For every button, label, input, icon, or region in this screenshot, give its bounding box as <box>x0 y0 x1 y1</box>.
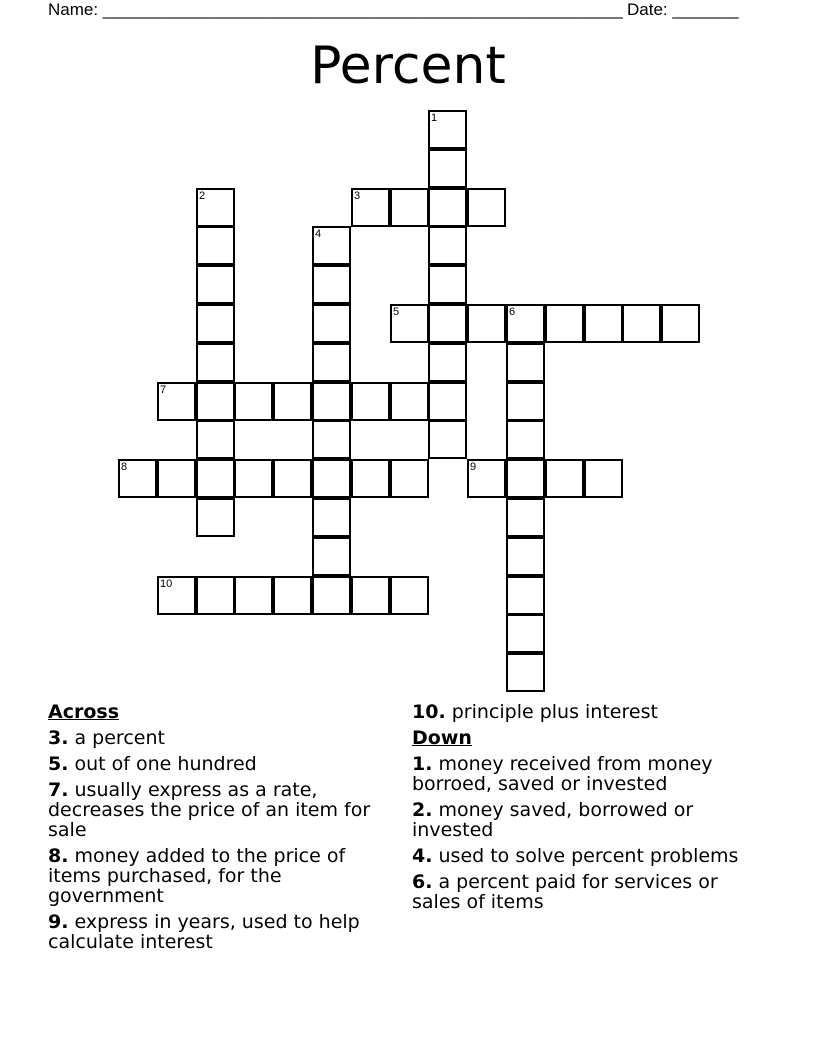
cell-number: 10 <box>160 578 173 590</box>
page-title: Percent <box>310 36 506 96</box>
crossword-cell[interactable] <box>196 188 235 227</box>
crossword-cell[interactable] <box>545 459 584 498</box>
clue-number: 8. <box>48 845 69 867</box>
clue-text: principle plus interest <box>451 701 658 723</box>
crossword-cell[interactable] <box>506 614 545 653</box>
crossword-cell[interactable] <box>428 420 467 459</box>
clues-right-column <box>412 702 742 918</box>
crossword-cell[interactable] <box>196 420 235 459</box>
crossword-cell[interactable] <box>467 188 506 227</box>
clue-text: used to solve percent problems <box>438 845 739 867</box>
clue-down-6 <box>412 872 742 912</box>
clue-down-1 <box>412 754 742 794</box>
crossword-cell[interactable] <box>157 576 196 615</box>
clue-number: 1. <box>412 753 433 775</box>
crossword-cell[interactable] <box>428 149 467 188</box>
cell-number: 8 <box>121 461 128 473</box>
clue-text: money added to the price of items purchased, for the government <box>48 845 346 907</box>
crossword-cell[interactable] <box>196 226 235 265</box>
crossword-cell[interactable] <box>196 265 235 304</box>
cell-number: 5 <box>393 306 400 318</box>
clue-text: express in years, used to help calculate interest <box>48 911 360 953</box>
crossword-cell[interactable] <box>157 459 196 498</box>
clue-number: 4. <box>412 845 433 867</box>
crossword-cell[interactable] <box>428 343 467 382</box>
crossword-cell[interactable] <box>506 343 545 382</box>
crossword-cell[interactable] <box>273 459 312 498</box>
crossword-cell[interactable] <box>234 576 273 615</box>
cell-number: 2 <box>199 190 206 202</box>
crossword-cell[interactable] <box>506 459 545 498</box>
clues-left-column <box>48 702 393 958</box>
crossword-cell[interactable] <box>312 576 351 615</box>
crossword-cell[interactable] <box>312 226 351 265</box>
clue-text: money received from money borroed, saved or invested <box>412 753 713 795</box>
clue-number: 3. <box>48 727 69 749</box>
crossword-cell[interactable] <box>196 459 235 498</box>
crossword-cell[interactable] <box>312 343 351 382</box>
crossword-cell[interactable] <box>196 498 235 537</box>
crossword-cell[interactable] <box>584 459 623 498</box>
name-field-label: Name: _______________________________________________________ <box>48 0 623 19</box>
crossword-cell[interactable] <box>390 576 429 615</box>
crossword-cell[interactable] <box>390 188 429 227</box>
cell-number: 9 <box>470 461 477 473</box>
clue-across-9 <box>48 912 393 952</box>
clue-across-3 <box>48 728 393 748</box>
crossword-cell[interactable] <box>428 188 467 227</box>
clue-number: 10. <box>412 701 446 723</box>
crossword-cell[interactable] <box>584 304 623 343</box>
clue-number: 9. <box>48 911 69 933</box>
crossword-cell[interactable] <box>196 343 235 382</box>
across-heading: Across <box>48 701 120 723</box>
crossword-cell[interactable] <box>506 382 545 421</box>
crossword-cell[interactable] <box>312 498 351 537</box>
crossword-cell[interactable] <box>390 304 429 343</box>
crossword-cell[interactable] <box>157 382 196 421</box>
crossword-cell[interactable] <box>506 537 545 576</box>
crossword-cell[interactable] <box>273 576 312 615</box>
cell-number: 1 <box>431 112 438 124</box>
crossword-cell[interactable] <box>118 459 157 498</box>
crossword-cell[interactable] <box>196 382 235 421</box>
crossword-cell[interactable] <box>506 420 545 459</box>
crossword-cell[interactable] <box>273 382 312 421</box>
crossword-cell[interactable] <box>351 459 390 498</box>
date-field-label: Date: _______ <box>627 0 739 19</box>
crossword-cell[interactable] <box>622 304 661 343</box>
crossword-cell[interactable] <box>428 265 467 304</box>
cell-number: 3 <box>354 190 361 202</box>
clue-text: usually express as a rate, decreases the price of an item for sale <box>48 779 371 841</box>
crossword-cell[interactable] <box>506 576 545 615</box>
clue-text: a percent paid for services or sales of items <box>412 871 718 913</box>
clue-down-4 <box>412 846 742 866</box>
clue-across-5 <box>48 754 393 774</box>
cell-number: 6 <box>509 306 516 318</box>
crossword-cell[interactable] <box>428 382 467 421</box>
crossword-cell[interactable] <box>661 304 700 343</box>
crossword-cell[interactable] <box>234 382 273 421</box>
crossword-cell[interactable] <box>312 382 351 421</box>
crossword-cell[interactable] <box>234 459 273 498</box>
crossword-cell[interactable] <box>390 459 429 498</box>
clue-down-2 <box>412 800 742 840</box>
crossword-cell[interactable] <box>351 382 390 421</box>
clue-across-7 <box>48 780 393 840</box>
crossword-cell[interactable] <box>506 304 545 343</box>
clue-text: money saved, borrowed or invested <box>412 799 694 841</box>
clue-text: out of one hundred <box>74 753 257 775</box>
crossword-cell[interactable] <box>312 537 351 576</box>
crossword-cell[interactable] <box>312 265 351 304</box>
crossword-cell[interactable] <box>467 304 506 343</box>
crossword-cell[interactable] <box>312 304 351 343</box>
cell-number: 7 <box>160 384 167 396</box>
clue-number: 7. <box>48 779 69 801</box>
crossword-cell[interactable] <box>506 653 545 692</box>
clue-across-8 <box>48 846 393 906</box>
crossword-cell[interactable] <box>312 420 351 459</box>
crossword-cell[interactable] <box>196 576 235 615</box>
clue-number: 5. <box>48 753 69 775</box>
crossword-cell[interactable] <box>428 226 467 265</box>
clue-text: a percent <box>74 727 165 749</box>
crossword-cell[interactable] <box>545 304 584 343</box>
clue-across-10 <box>412 702 742 722</box>
crossword-cell[interactable] <box>428 110 467 149</box>
crossword-cell[interactable] <box>467 459 506 498</box>
crossword-cell[interactable] <box>428 304 467 343</box>
crossword-cell[interactable] <box>312 459 351 498</box>
crossword-cell[interactable] <box>351 188 390 227</box>
crossword-cell[interactable] <box>351 576 390 615</box>
clue-number: 6. <box>412 871 433 893</box>
down-heading: Down <box>412 727 472 749</box>
crossword-cell[interactable] <box>390 382 429 421</box>
crossword-cell[interactable] <box>196 304 235 343</box>
clue-number: 2. <box>412 799 433 821</box>
crossword-cell[interactable] <box>506 498 545 537</box>
cell-number: 4 <box>315 228 322 240</box>
